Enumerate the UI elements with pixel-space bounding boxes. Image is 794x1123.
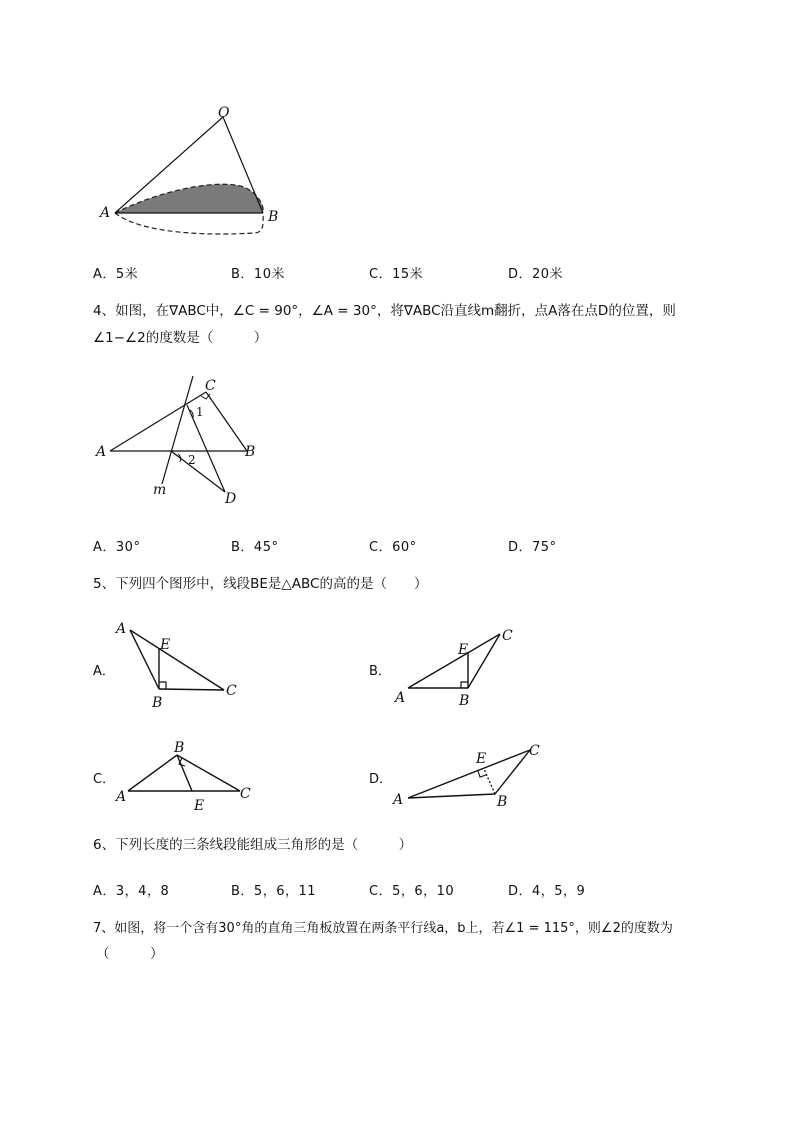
q4-figure bbox=[93, 372, 273, 512]
q5-figure-d-letter: D． bbox=[369, 772, 393, 787]
option-letter: C． bbox=[369, 884, 393, 899]
q5a-label-a: A bbox=[116, 621, 127, 637]
q6-option-a bbox=[93, 880, 169, 899]
q5c-label-e: E bbox=[194, 798, 205, 814]
option-text: 75° bbox=[532, 540, 557, 555]
option-text: 10米 bbox=[253, 267, 285, 282]
q3-option-b bbox=[231, 263, 285, 282]
q4-option-d bbox=[508, 536, 557, 555]
q5b-label-b: B bbox=[459, 693, 470, 709]
q6-question-line1: 6、下列长度的三条线段能组成三角形的是（ ） bbox=[93, 837, 413, 853]
q3-option-a bbox=[93, 263, 138, 282]
option-text: 15米 bbox=[392, 267, 424, 282]
q5-question-line1: 5、下列四个图形中，线段BE是△ABC的高的是（ ） bbox=[93, 576, 428, 592]
q5c-label-a: A bbox=[116, 789, 127, 805]
q5-figure-b bbox=[392, 622, 532, 712]
q4-label-c: C bbox=[205, 378, 216, 394]
option-letter: D． bbox=[508, 540, 533, 555]
q5-figure-b-letter: B． bbox=[369, 664, 391, 679]
q5b-label-e: E bbox=[458, 642, 469, 658]
q4-label-2: 2 bbox=[188, 453, 196, 467]
q7-question-line2: （ ） bbox=[96, 946, 164, 962]
option-letter: C． bbox=[369, 267, 393, 282]
q3-figure bbox=[95, 105, 295, 245]
q4-question-line2: ∠1−∠2的度数是（ ） bbox=[93, 330, 268, 346]
q4-question-line1: 4、如图，在∇ABC中，∠C = 90°，∠A = 30°，将∇ABC沿直线m翻折，点A落在点D的位置，则 bbox=[93, 303, 676, 319]
q5a-label-b: B bbox=[152, 695, 163, 711]
q5-figure-a-letter: A． bbox=[93, 664, 115, 679]
q5b-label-c: C bbox=[502, 628, 513, 644]
option-letter: C． bbox=[369, 540, 393, 555]
q4-label-d: D bbox=[225, 491, 237, 507]
q5-figure-d bbox=[390, 738, 560, 818]
q3-label-a: A bbox=[100, 205, 111, 221]
q5d-label-a: A bbox=[393, 792, 404, 808]
q5a-label-e: E bbox=[160, 637, 171, 653]
q5-figure-c-letter: C． bbox=[93, 772, 116, 787]
option-letter: D． bbox=[508, 267, 533, 282]
option-letter: B． bbox=[231, 267, 254, 282]
q5c-label-c: C bbox=[240, 786, 251, 802]
option-text: 5，6，10 bbox=[392, 884, 455, 899]
q4-option-a bbox=[93, 536, 140, 555]
q4-option-b bbox=[231, 536, 278, 555]
q7-question-line1: 7、如图，将一个含有30°角的直角三角板放置在两条平行线a，b上，若∠1 = 115°，则∠2的度数为 bbox=[93, 921, 673, 936]
q3-shaded-region bbox=[115, 184, 263, 213]
q5b-label-a: A bbox=[395, 690, 406, 706]
q4-label-a: A bbox=[96, 444, 107, 460]
option-text: 30° bbox=[115, 540, 141, 555]
q5d-label-e: E bbox=[476, 751, 487, 767]
q4-label-1: 1 bbox=[196, 405, 204, 419]
q5d-label-c: C bbox=[529, 743, 540, 759]
q6-option-b bbox=[231, 880, 316, 899]
option-letter: B． bbox=[231, 540, 254, 555]
q3-option-c bbox=[369, 263, 423, 282]
option-letter: A． bbox=[93, 267, 116, 282]
option-text: 45° bbox=[253, 540, 279, 555]
q4-label-m: m bbox=[153, 482, 167, 498]
option-text: 60° bbox=[392, 540, 417, 555]
q6-option-c bbox=[369, 880, 454, 899]
option-text: 4，5，9 bbox=[532, 884, 586, 899]
option-letter: A． bbox=[93, 884, 116, 899]
q4-option-c bbox=[369, 536, 417, 555]
option-letter: B． bbox=[231, 884, 254, 899]
q3-label-o: O bbox=[218, 105, 230, 121]
option-text: 5米 bbox=[115, 267, 139, 282]
option-text: 3，4，8 bbox=[115, 884, 170, 899]
q6-option-d bbox=[508, 880, 585, 899]
q4-label-b: B bbox=[245, 444, 256, 460]
q3-option-d bbox=[508, 263, 563, 282]
option-letter: A． bbox=[93, 540, 116, 555]
q3-label-b: B bbox=[268, 209, 279, 225]
q5a-label-c: C bbox=[226, 683, 237, 699]
q5-figure-c bbox=[112, 735, 262, 815]
q5-figure-a bbox=[112, 618, 252, 711]
option-text: 20米 bbox=[532, 267, 564, 282]
option-text: 5，6，11 bbox=[253, 884, 317, 899]
q5d-label-b: B bbox=[497, 794, 508, 810]
option-letter: D． bbox=[508, 884, 533, 899]
q5c-label-b: B bbox=[174, 740, 185, 756]
